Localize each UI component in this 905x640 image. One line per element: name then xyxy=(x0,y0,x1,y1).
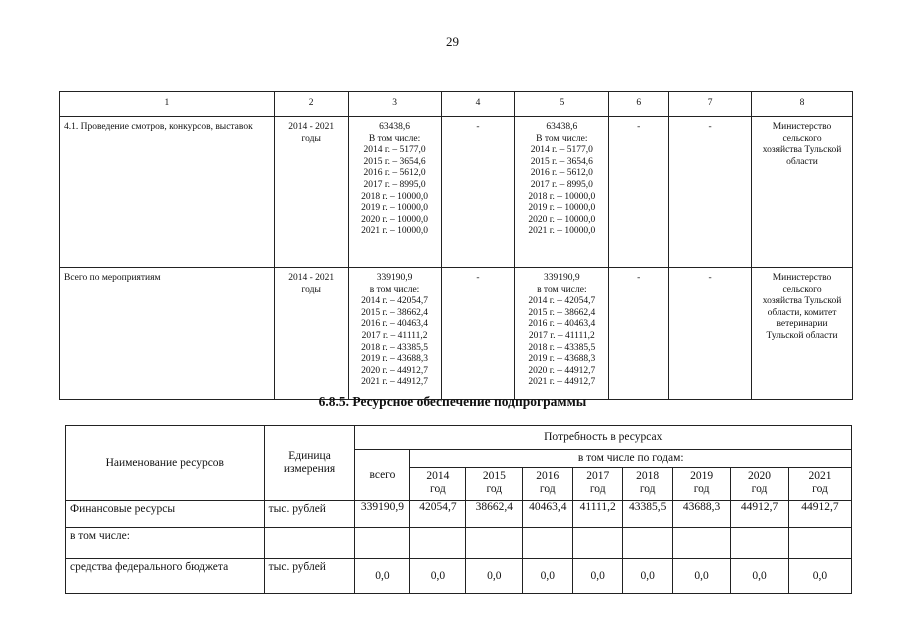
total-header: всего xyxy=(355,450,410,501)
header-cell: 2 xyxy=(274,92,348,117)
cell-line: 2017 г. – 8995,0 xyxy=(530,179,593,190)
table-row xyxy=(66,559,852,594)
cell-line: 2018 xyxy=(636,470,660,482)
cell-line: 2014 г. – 42054,7 xyxy=(528,296,596,307)
year-header xyxy=(523,468,573,501)
period-cell xyxy=(274,117,348,268)
year-header xyxy=(673,468,731,501)
resource-name-header: Наименование ресурсов xyxy=(66,426,265,501)
cell-line: 2015 г. – 3654,6 xyxy=(530,156,593,167)
cell-line: год xyxy=(486,483,503,495)
cell-line: 2016 г. – 40463,4 xyxy=(361,319,429,330)
cell-line: 2019 xyxy=(690,470,714,482)
value-cell: 339190,9 xyxy=(355,501,410,528)
value-cell xyxy=(623,528,673,559)
cell-line: 2020 г. – 10000,0 xyxy=(361,214,429,225)
header-cell: 6 xyxy=(609,92,669,117)
resource-name: в том числе: xyxy=(66,528,265,559)
col4-cell: - xyxy=(441,268,515,400)
cell-line: 2021 г. – 44912,7 xyxy=(361,377,429,388)
cell-line: 2014 xyxy=(426,470,450,482)
cell-line: 2019 г. – 10000,0 xyxy=(528,203,596,214)
cell-line: Министерство xyxy=(772,122,832,132)
table-row xyxy=(66,528,852,559)
cell-line: в том числе: xyxy=(537,284,587,295)
period-cell xyxy=(274,268,348,400)
value-cell xyxy=(523,528,573,559)
cell-line: 2014 г. – 5177,0 xyxy=(363,145,426,156)
value-cell xyxy=(673,528,731,559)
cell-line: области, комитет xyxy=(767,307,837,318)
year-header xyxy=(731,468,789,501)
col5-cell xyxy=(515,268,609,400)
cell-line: хозяйства Тульской xyxy=(762,145,842,156)
cell-line: 2017 г. – 8995,0 xyxy=(363,179,426,190)
cell-line: 339190,9 xyxy=(376,273,413,283)
value-cell: 43688,3 xyxy=(673,501,731,528)
col7-cell: - xyxy=(669,117,752,268)
value-cell xyxy=(410,528,466,559)
resource-unit: тыс. рублей xyxy=(264,501,355,528)
cell-line: хозяйства Тульской xyxy=(762,296,842,307)
resource-name: средства федерального бюджета xyxy=(66,559,265,594)
page-number: 29 xyxy=(446,34,459,49)
cell-line: 63438,6 xyxy=(379,122,410,132)
value-cell: 41111,2 xyxy=(573,501,623,528)
year-header xyxy=(788,468,851,501)
value-cell: 0,0 xyxy=(523,559,573,594)
cell-line: год xyxy=(539,483,556,495)
cell-line: год xyxy=(812,483,828,495)
cell-line: 2020 xyxy=(748,470,772,482)
cell-line: 2014 г. – 5177,0 xyxy=(530,145,593,156)
value-cell xyxy=(573,528,623,559)
total-funding-cell xyxy=(348,117,441,268)
activities-header-row xyxy=(60,92,853,117)
header-cell: 7 xyxy=(669,92,752,117)
year-header xyxy=(573,468,623,501)
executor-cell xyxy=(752,268,853,400)
header-cell: 3 xyxy=(348,92,441,117)
cell-line: 2018 г. – 43385,5 xyxy=(361,342,429,353)
cell-line: Тульской области xyxy=(766,330,838,341)
cell-line: 63438,6 xyxy=(546,122,578,132)
value-cell: 0,0 xyxy=(466,559,523,594)
value-cell: 0,0 xyxy=(673,559,731,594)
cell-line: 2019 г. – 43688,3 xyxy=(361,354,429,365)
year-header xyxy=(410,468,466,501)
cell-line: год xyxy=(430,483,446,495)
cell-line: 2016 г. – 5612,0 xyxy=(363,168,426,179)
cell-line: 2021 xyxy=(808,470,832,482)
cell-line: области xyxy=(786,156,818,167)
value-cell: 42054,7 xyxy=(410,501,466,528)
col4-cell: - xyxy=(441,117,515,268)
header-cell: 5 xyxy=(515,92,609,117)
cell-line: 2018 г. – 43385,5 xyxy=(528,342,596,353)
value-cell: 0,0 xyxy=(623,559,673,594)
value-cell xyxy=(731,528,789,559)
cell-line: 2019 г. – 10000,0 xyxy=(361,203,429,214)
value-cell: 0,0 xyxy=(355,559,410,594)
cell-line: сельского xyxy=(782,133,822,144)
col5-cell xyxy=(515,117,609,268)
resource-unit: тыс. рублей xyxy=(264,559,355,594)
value-cell: 40463,4 xyxy=(523,501,573,528)
year-header xyxy=(623,468,673,501)
resource-unit xyxy=(264,528,355,559)
cell-line: 2020 г. – 10000,0 xyxy=(528,214,596,225)
resource-table xyxy=(65,425,852,594)
cell-line: 2017 xyxy=(586,470,610,482)
cell-line: 2020 г. – 44912,7 xyxy=(528,365,596,376)
cell-line: 2021 г. – 10000,0 xyxy=(528,226,596,237)
cell-line: В том числе: xyxy=(368,133,421,144)
cell-line: измерения xyxy=(283,463,336,475)
value-cell: 0,0 xyxy=(573,559,623,594)
value-cell: 0,0 xyxy=(410,559,466,594)
cell-line: 2019 г. – 43688,3 xyxy=(528,354,596,365)
resource-header-row xyxy=(66,426,852,450)
value-cell: 38662,4 xyxy=(466,501,523,528)
activities-table xyxy=(59,91,853,400)
value-cell: 44912,7 xyxy=(731,501,789,528)
col6-cell: - xyxy=(609,268,669,400)
value-cell xyxy=(788,528,851,559)
col7-cell: - xyxy=(669,268,752,400)
cell-line: 2018 г. – 10000,0 xyxy=(528,191,596,202)
cell-line: Министерство xyxy=(772,273,832,283)
cell-line: 2015 xyxy=(482,470,506,482)
cell-line: годы xyxy=(301,133,321,144)
cell-line: год xyxy=(751,483,768,495)
col6-cell: - xyxy=(609,117,669,268)
cell-line: 2014 - 2021 xyxy=(288,122,335,132)
cell-line: год xyxy=(693,483,710,495)
header-cell: 1 xyxy=(60,92,275,117)
value-cell: 0,0 xyxy=(788,559,851,594)
value-cell: 0,0 xyxy=(731,559,789,594)
cell-line: 2015 г. – 38662,4 xyxy=(361,307,429,318)
header-cell: 8 xyxy=(752,92,853,117)
value-cell xyxy=(355,528,410,559)
cell-line: 2015 г. – 3654,6 xyxy=(363,156,426,167)
cell-line: 2014 - 2021 xyxy=(288,273,335,283)
value-cell: 44912,7 xyxy=(788,501,851,528)
cell-line: 2021 г. – 10000,0 xyxy=(361,226,429,237)
cell-line: 2018 г. – 10000,0 xyxy=(361,191,429,202)
executor-cell xyxy=(752,117,853,268)
cell-line: 2020 г. – 44912,7 xyxy=(361,365,429,376)
cell-line: 2015 г. – 38662,4 xyxy=(528,307,596,318)
activity-name: Всего по мероприятиям xyxy=(60,268,275,400)
table-row xyxy=(66,501,852,528)
table-row xyxy=(60,268,853,400)
cell-line: Единица xyxy=(288,450,331,462)
cell-line: 2014 г. – 42054,7 xyxy=(361,296,429,307)
unit-header xyxy=(264,426,355,501)
need-header: Потребность в ресурсах xyxy=(355,426,852,450)
cell-line: 2017 г. – 41111,2 xyxy=(361,330,428,341)
resource-name: Финансовые ресурсы xyxy=(66,501,265,528)
cell-line: сельского xyxy=(782,284,822,295)
header-cell: 4 xyxy=(441,92,515,117)
cell-line: в том числе: xyxy=(369,284,420,295)
cell-line: 2017 г. – 41111,2 xyxy=(528,330,595,341)
cell-line: 2021 г. – 44912,7 xyxy=(528,377,596,388)
cell-line: год xyxy=(589,483,606,495)
cell-line: В том числе: xyxy=(536,133,588,144)
by-years-header: в том числе по годам: xyxy=(410,450,852,468)
cell-line: год xyxy=(639,483,656,495)
table-row xyxy=(60,117,853,268)
cell-line: годы xyxy=(301,284,321,295)
section-title: 6.8.5. Ресурсное обеспечение подпрограммы xyxy=(318,394,587,409)
activity-name: 4.1. Проведение смотров, конкурсов, выставок xyxy=(60,117,275,268)
cell-line: 339190,9 xyxy=(544,273,580,283)
cell-line: 2016 г. – 5612,0 xyxy=(530,168,593,179)
value-cell: 43385,5 xyxy=(623,501,673,528)
cell-line: 2016 г. – 40463,4 xyxy=(528,319,596,330)
cell-line: ветеринарии xyxy=(776,319,828,330)
year-header xyxy=(466,468,523,501)
cell-line: 2016 xyxy=(536,470,560,482)
value-cell xyxy=(466,528,523,559)
total-funding-cell xyxy=(348,268,441,400)
